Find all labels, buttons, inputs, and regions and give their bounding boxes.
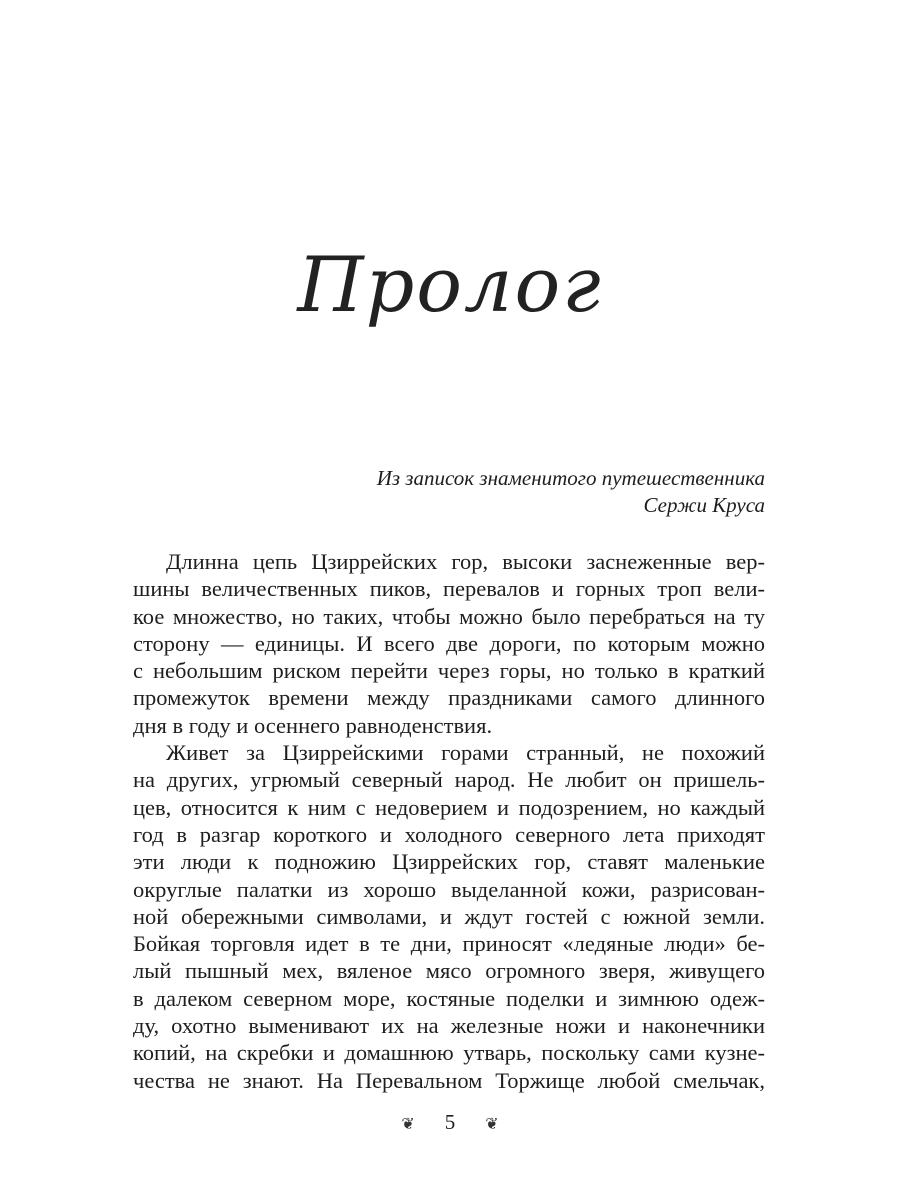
floral-ornament-icon: ❦: [485, 1116, 499, 1134]
text-line: год в разгар короткого и холодного северного лета приходят: [133, 821, 765, 847]
text-line: Бойкая торговля идет в те дни, приносят «ледяные люди» бе-: [133, 931, 765, 957]
text-line: копий, на скребки и домашнюю утварь, поскольку сами кузне-: [133, 1040, 765, 1066]
epigraph-author: Сержи Круса: [643, 493, 765, 517]
text-line: шины величественных пиков, перевалов и горных троп вели-: [133, 576, 765, 602]
text-line: сторону — единицы. И всего две дороги, по которым можно: [133, 630, 765, 656]
text-line: чества не знают. На Перевальном Торжище любой смельчак,: [133, 1067, 765, 1093]
text-line: дня в году и осеннего равноденствия.: [133, 712, 493, 738]
text-line: промежуток времени между праздниками самого длинного: [133, 685, 765, 711]
text-line: в далеком северном море, костяные поделки и зимнюю одеж-: [133, 985, 765, 1011]
text-line: цев, относится к ним с недоверием и подозрением, но каждый: [133, 794, 765, 820]
text-line: Длинна цепь Цзиррейских гор, высоки заснеженные вер-: [166, 549, 765, 574]
text-line: эти люди к подножию Цзиррейских гор, ставят маленькие: [133, 849, 765, 875]
text-line: ду, охотно выменивают их на железные ножи и наконечники: [133, 1013, 765, 1039]
epigraph-line: Из записок знаменитого путешественника: [376, 466, 765, 490]
text-line: кое множество, но таких, чтобы можно было перебраться на ту: [133, 603, 765, 629]
text-line: ной обережными символами, и ждут гостей с южной земли.: [133, 903, 765, 929]
page-number: 5: [444, 1110, 456, 1134]
floral-ornament-icon: ❦: [401, 1116, 415, 1134]
text-line: на других, угрюмый северный народ. Не любит он пришель-: [133, 767, 765, 793]
text-line: округлые палатки из хорошо выделанной кожи, разрисован-: [133, 876, 765, 902]
body-text: [133, 548, 765, 1094]
text-line: Живет за Цзиррейскими горами странный, не похожий: [166, 740, 765, 766]
text-line: с небольшим риском перейти через горы, но только в краткий: [133, 658, 765, 684]
text-line: лый пышный мех, вяленое мясо огромного зверя, живущего: [133, 958, 765, 984]
page-footer: [0, 1110, 900, 1135]
chapter-title: Пролог: [297, 240, 603, 329]
